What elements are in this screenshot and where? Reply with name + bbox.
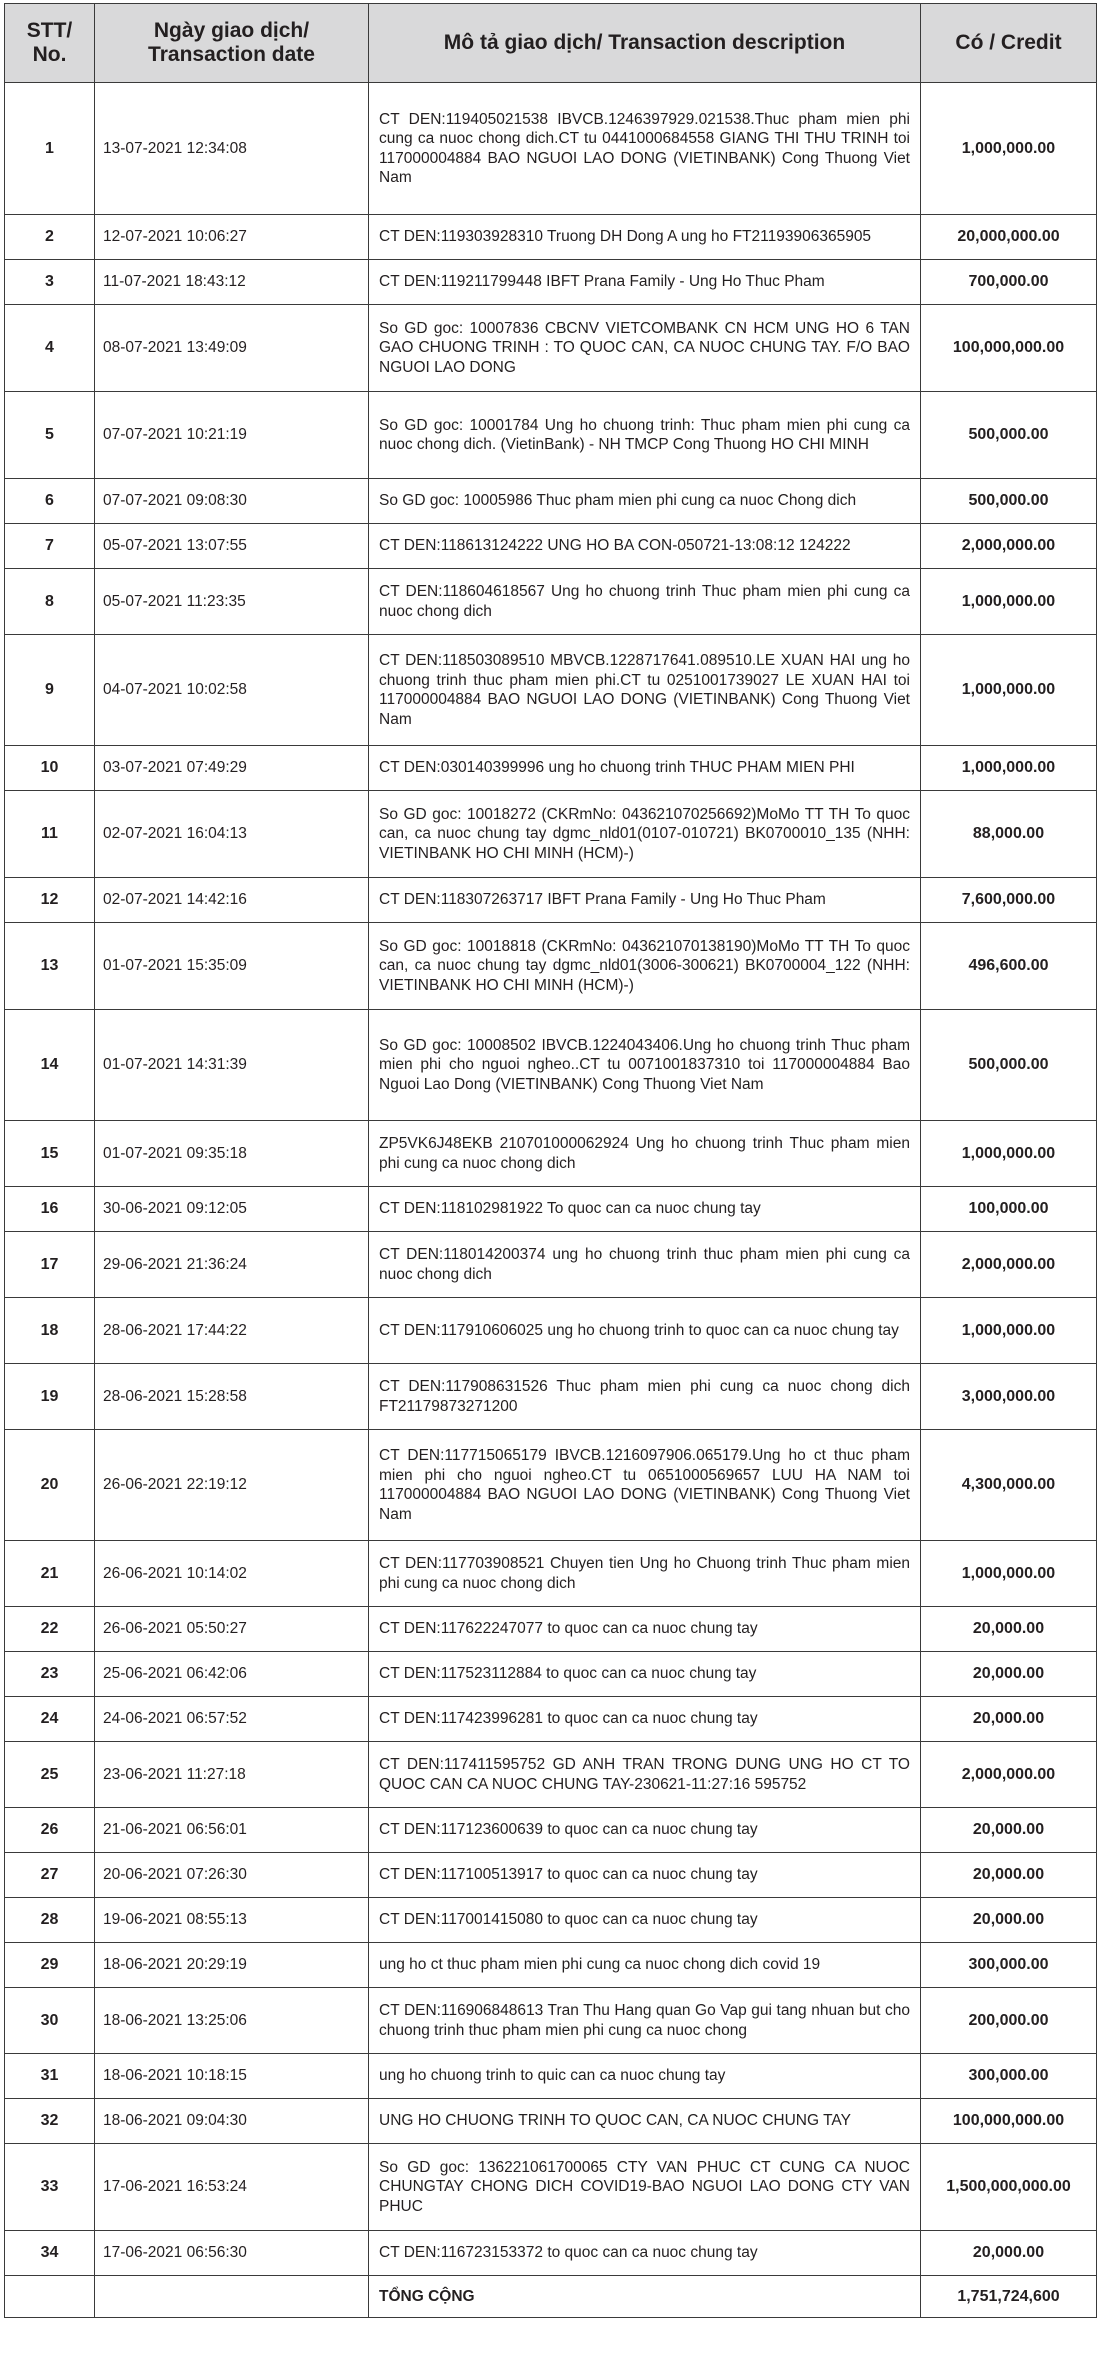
table-row xyxy=(5,1697,1097,1742)
transaction-description: CT DEN:030140399996 ung ho chuong trinh THUC PHAM MIEN PHI xyxy=(369,746,921,791)
transaction-description: So GD goc: 10007836 CBCNV VIETCOMBANK CN HCM UNG HO 6 TAN GAO CHUONG TRINH : TO QUOC CAN, CA NUOC CHUNG TAY. F/O BAO NGUOI LAO DONG xyxy=(369,305,921,392)
credit-amount: 4,300,000.00 xyxy=(921,1430,1097,1541)
transaction-date: 20-06-2021 07:26:30 xyxy=(95,1853,369,1898)
credit-amount: 100,000,000.00 xyxy=(921,2099,1097,2144)
credit-amount: 700,000.00 xyxy=(921,260,1097,305)
transaction-date: 18-06-2021 09:04:30 xyxy=(95,2099,369,2144)
transaction-date: 02-07-2021 14:42:16 xyxy=(95,878,369,923)
table-row xyxy=(5,1232,1097,1298)
transaction-date: 17-06-2021 06:56:30 xyxy=(95,2231,369,2276)
row-number: 30 xyxy=(5,1988,95,2054)
transaction-description: CT DEN:118014200374 ung ho chuong trinh thuc pham mien phi cung ca nuoc chong dich xyxy=(369,1232,921,1298)
transaction-date: 28-06-2021 17:44:22 xyxy=(95,1298,369,1364)
transaction-date: 01-07-2021 14:31:39 xyxy=(95,1010,369,1121)
credit-amount: 2,000,000.00 xyxy=(921,1232,1097,1298)
transaction-description: CT DEN:117523112884 to quoc can ca nuoc chung tay xyxy=(369,1652,921,1697)
transaction-description: CT DEN:116906848613 Tran Thu Hang quan Go Vap gui tang nhuan but cho chuong trinh thuc pham mien phi cung ca nuoc chong xyxy=(369,1988,921,2054)
row-number: 8 xyxy=(5,569,95,635)
credit-amount: 500,000.00 xyxy=(921,479,1097,524)
transaction-description: CT DEN:117423996281 to quoc can ca nuoc chung tay xyxy=(369,1697,921,1742)
table-row xyxy=(5,878,1097,923)
table-row xyxy=(5,1898,1097,1943)
transaction-description: CT DEN:119211799448 IBFT Prana Family - Ung Ho Thuc Pham xyxy=(369,260,921,305)
transaction-date: 21-06-2021 06:56:01 xyxy=(95,1808,369,1853)
row-number: 34 xyxy=(5,2231,95,2276)
transaction-date: 19-06-2021 08:55:13 xyxy=(95,1898,369,1943)
table-row xyxy=(5,305,1097,392)
table-row xyxy=(5,83,1097,215)
table-row xyxy=(5,1988,1097,2054)
table-row xyxy=(5,2054,1097,2099)
table-row xyxy=(5,1430,1097,1541)
transaction-description: CT DEN:118102981922 To quoc can ca nuoc chung tay xyxy=(369,1187,921,1232)
credit-amount: 200,000.00 xyxy=(921,1988,1097,2054)
table-row xyxy=(5,1298,1097,1364)
credit-amount: 20,000,000.00 xyxy=(921,215,1097,260)
header-credit: Có / Credit xyxy=(921,4,1097,83)
transaction-date: 26-06-2021 05:50:27 xyxy=(95,1607,369,1652)
transaction-description: CT DEN:118604618567 Ung ho chuong trinh Thuc pham mien phi cung ca nuoc chong dich xyxy=(369,569,921,635)
row-number: 9 xyxy=(5,635,95,746)
table-row xyxy=(5,1742,1097,1808)
row-number: 4 xyxy=(5,305,95,392)
transaction-date: 25-06-2021 06:42:06 xyxy=(95,1652,369,1697)
row-number: 16 xyxy=(5,1187,95,1232)
table-header-row xyxy=(5,4,1097,83)
table-row xyxy=(5,569,1097,635)
table-row xyxy=(5,524,1097,569)
total-row xyxy=(5,2276,1097,2318)
credit-amount: 1,000,000.00 xyxy=(921,1121,1097,1187)
credit-amount: 1,000,000.00 xyxy=(921,1541,1097,1607)
transaction-description: So GD goc: 10018272 (CKRmNo: 043621070256692)MoMo TT TH To quoc can, ca nuoc chung tay dgmc_nld01(0107-010721) BK0700010_135 (NHH: VIETINBANK HO CHI MINH (HCM)-) xyxy=(369,791,921,878)
total-value: 1,751,724,600 xyxy=(921,2276,1097,2318)
credit-amount: 1,000,000.00 xyxy=(921,569,1097,635)
table-row xyxy=(5,1187,1097,1232)
credit-amount: 300,000.00 xyxy=(921,1943,1097,1988)
header-stt: STT/ No. xyxy=(5,4,95,83)
credit-amount: 500,000.00 xyxy=(921,1010,1097,1121)
credit-amount: 300,000.00 xyxy=(921,2054,1097,2099)
row-number: 6 xyxy=(5,479,95,524)
transaction-date: 04-07-2021 10:02:58 xyxy=(95,635,369,746)
credit-amount: 1,000,000.00 xyxy=(921,635,1097,746)
transaction-description: ung ho ct thuc pham mien phi cung ca nuoc chong dich covid 19 xyxy=(369,1943,921,1988)
credit-amount: 20,000.00 xyxy=(921,1898,1097,1943)
table-row xyxy=(5,1943,1097,1988)
transaction-description: So GD goc: 10008502 IBVCB.1224043406.Ung ho chuong trinh Thuc pham mien phi cho nguoi ngheo..CT tu 0071001837310 toi 117000004884 Bao Nguoi Lao Dong (VIETINBANK) Cong Thuong Viet Nam xyxy=(369,1010,921,1121)
credit-amount: 88,000.00 xyxy=(921,791,1097,878)
transaction-date: 01-07-2021 09:35:18 xyxy=(95,1121,369,1187)
row-number: 28 xyxy=(5,1898,95,1943)
row-number: 13 xyxy=(5,923,95,1010)
table-row xyxy=(5,215,1097,260)
table-row xyxy=(5,260,1097,305)
table-row xyxy=(5,635,1097,746)
transaction-date: 26-06-2021 22:19:12 xyxy=(95,1430,369,1541)
credit-amount: 1,000,000.00 xyxy=(921,83,1097,215)
table-row xyxy=(5,746,1097,791)
transaction-date: 05-07-2021 13:07:55 xyxy=(95,524,369,569)
table-row xyxy=(5,923,1097,1010)
transaction-date: 08-07-2021 13:49:09 xyxy=(95,305,369,392)
table-row xyxy=(5,479,1097,524)
credit-amount: 20,000.00 xyxy=(921,1697,1097,1742)
row-number: 26 xyxy=(5,1808,95,1853)
transaction-date: 18-06-2021 10:18:15 xyxy=(95,2054,369,2099)
transaction-date: 23-06-2021 11:27:18 xyxy=(95,1742,369,1808)
credit-amount: 500,000.00 xyxy=(921,392,1097,479)
row-number: 12 xyxy=(5,878,95,923)
transaction-date: 05-07-2021 11:23:35 xyxy=(95,569,369,635)
transaction-date: 01-07-2021 15:35:09 xyxy=(95,923,369,1010)
row-number: 15 xyxy=(5,1121,95,1187)
row-number: 27 xyxy=(5,1853,95,1898)
transaction-description: CT DEN:117703908521 Chuyen tien Ung ho Chuong trinh Thuc pham mien phi cung ca nuoc chong dich xyxy=(369,1541,921,1607)
transaction-statement xyxy=(4,3,1096,2318)
transaction-description: CT DEN:117910606025 ung ho chuong trinh to quoc can ca nuoc chung tay xyxy=(369,1298,921,1364)
transaction-description: UNG HO CHUONG TRINH TO QUOC CAN, CA NUOC CHUNG TAY xyxy=(369,2099,921,2144)
table-body xyxy=(5,83,1097,2318)
row-number: 14 xyxy=(5,1010,95,1121)
transaction-date: 18-06-2021 13:25:06 xyxy=(95,1988,369,2054)
transaction-description: So GD goc: 10001784 Ung ho chuong trinh: Thuc pham mien phi cung ca nuoc chong dich. (VietinBank) - NH TMCP Cong Thuong HO CHI MINH xyxy=(369,392,921,479)
transaction-description: CT DEN:117715065179 IBVCB.1216097906.065179.Ung ho ct thuc pham mien phi cho nguoi ngheo.CT tu 0651000569657 LUU HA NAM toi 117000004884 BAO NGUOI LAO DONG (VIETINBANK) Cong Thuong Viet Nam xyxy=(369,1430,921,1541)
row-number: 5 xyxy=(5,392,95,479)
row-number: 11 xyxy=(5,791,95,878)
table-row xyxy=(5,392,1097,479)
transaction-description: CT DEN:116723153372 to quoc can ca nuoc chung tay xyxy=(369,2231,921,2276)
table-row xyxy=(5,1364,1097,1430)
transaction-description: CT DEN:118613124222 UNG HO BA CON-050721-13:08:12 124222 xyxy=(369,524,921,569)
table-row xyxy=(5,1808,1097,1853)
transaction-description: CT DEN:119405021538 IBVCB.1246397929.021538.Thuc pham mien phi cung ca nuoc chong dich.CT tu 0441000684558 GIANG THI THU TRINH toi 117000004884 BAO NGUOI LAO DONG (VIETINBANK) Cong Thuong Viet Nam xyxy=(369,83,921,215)
transaction-date: 02-07-2021 16:04:13 xyxy=(95,791,369,878)
transaction-description: CT DEN:118503089510 MBVCB.1228717641.089510.LE XUAN HAI ung ho chuong trinh thuc pham mien phi.CT tu 0251001739027 LE XUAN HAI toi 117000004884 BAO NGUOI LAO DONG (VIETINBANK) Cong Thuong Viet Nam xyxy=(369,635,921,746)
credit-amount: 20,000.00 xyxy=(921,1607,1097,1652)
credit-amount: 20,000.00 xyxy=(921,1808,1097,1853)
row-number: 25 xyxy=(5,1742,95,1808)
credit-amount: 7,600,000.00 xyxy=(921,878,1097,923)
table-row xyxy=(5,1010,1097,1121)
total-empty-cell xyxy=(95,2276,369,2318)
credit-amount: 20,000.00 xyxy=(921,1853,1097,1898)
transaction-date: 18-06-2021 20:29:19 xyxy=(95,1943,369,1988)
transaction-date: 13-07-2021 12:34:08 xyxy=(95,83,369,215)
credit-amount: 20,000.00 xyxy=(921,1652,1097,1697)
credit-amount: 496,600.00 xyxy=(921,923,1097,1010)
transaction-description: CT DEN:119303928310 Truong DH Dong A ung ho FT21193906365905 xyxy=(369,215,921,260)
transaction-description: CT DEN:118307263717 IBFT Prana Family - Ung Ho Thuc Pham xyxy=(369,878,921,923)
row-number: 33 xyxy=(5,2144,95,2231)
row-number: 21 xyxy=(5,1541,95,1607)
table-row xyxy=(5,2099,1097,2144)
row-number: 23 xyxy=(5,1652,95,1697)
credit-amount: 1,500,000,000.00 xyxy=(921,2144,1097,2231)
transaction-description: CT DEN:117908631526 Thuc pham mien phi cung ca nuoc chong dich FT21179873271200 xyxy=(369,1364,921,1430)
transaction-description: So GD goc: 10018818 (CKRmNo: 043621070138190)MoMo TT TH To quoc can, ca nuoc chung tay dgmc_nld01(3006-300621) BK0700004_122 (NHH: VIETINBANK HO CHI MINH (HCM)-) xyxy=(369,923,921,1010)
transaction-description: So GD goc: 136221061700065 CTY VAN PHUC CT CUNG CA NUOC CHUNGTAY CHONG DICH COVID19-BAO NGUOI LAO DONG CTY VAN PHUC xyxy=(369,2144,921,2231)
row-number: 3 xyxy=(5,260,95,305)
row-number: 18 xyxy=(5,1298,95,1364)
transaction-date: 17-06-2021 16:53:24 xyxy=(95,2144,369,2231)
row-number: 32 xyxy=(5,2099,95,2144)
transaction-date: 28-06-2021 15:28:58 xyxy=(95,1364,369,1430)
header-description: Mô tả giao dịch/ Transaction description xyxy=(369,4,921,83)
transaction-description: CT DEN:117001415080 to quoc can ca nuoc chung tay xyxy=(369,1898,921,1943)
transaction-table xyxy=(4,3,1097,2318)
row-number: 7 xyxy=(5,524,95,569)
transaction-description: CT DEN:117123600639 to quoc can ca nuoc chung tay xyxy=(369,1808,921,1853)
credit-amount: 2,000,000.00 xyxy=(921,524,1097,569)
transaction-date: 03-07-2021 07:49:29 xyxy=(95,746,369,791)
row-number: 19 xyxy=(5,1364,95,1430)
row-number: 10 xyxy=(5,746,95,791)
table-row xyxy=(5,1541,1097,1607)
row-number: 31 xyxy=(5,2054,95,2099)
transaction-date: 11-07-2021 18:43:12 xyxy=(95,260,369,305)
table-row xyxy=(5,1853,1097,1898)
row-number: 24 xyxy=(5,1697,95,1742)
transaction-description: CT DEN:117622247077 to quoc can ca nuoc chung tay xyxy=(369,1607,921,1652)
table-row xyxy=(5,1121,1097,1187)
row-number: 17 xyxy=(5,1232,95,1298)
transaction-description: CT DEN:117100513917 to quoc can ca nuoc chung tay xyxy=(369,1853,921,1898)
transaction-description: ung ho chuong trinh to quic can ca nuoc chung tay xyxy=(369,2054,921,2099)
credit-amount: 2,000,000.00 xyxy=(921,1742,1097,1808)
row-number: 2 xyxy=(5,215,95,260)
total-label: TỔNG CỘNG xyxy=(369,2276,921,2318)
transaction-date: 24-06-2021 06:57:52 xyxy=(95,1697,369,1742)
row-number: 22 xyxy=(5,1607,95,1652)
transaction-date: 29-06-2021 21:36:24 xyxy=(95,1232,369,1298)
transaction-date: 07-07-2021 10:21:19 xyxy=(95,392,369,479)
header-date: Ngày giao dịch/ Transaction date xyxy=(95,4,369,83)
transaction-description: ZP5VK6J48EKB 210701000062924 Ung ho chuong trinh Thuc pham mien phi cung ca nuoc chong dich xyxy=(369,1121,921,1187)
row-number: 20 xyxy=(5,1430,95,1541)
credit-amount: 3,000,000.00 xyxy=(921,1364,1097,1430)
transaction-date: 26-06-2021 10:14:02 xyxy=(95,1541,369,1607)
total-empty-cell xyxy=(5,2276,95,2318)
table-row xyxy=(5,1607,1097,1652)
credit-amount: 1,000,000.00 xyxy=(921,1298,1097,1364)
transaction-date: 30-06-2021 09:12:05 xyxy=(95,1187,369,1232)
transaction-date: 07-07-2021 09:08:30 xyxy=(95,479,369,524)
table-row xyxy=(5,2231,1097,2276)
table-row xyxy=(5,791,1097,878)
transaction-description: So GD goc: 10005986 Thuc pham mien phi cung ca nuoc Chong dich xyxy=(369,479,921,524)
credit-amount: 1,000,000.00 xyxy=(921,746,1097,791)
row-number: 29 xyxy=(5,1943,95,1988)
table-row xyxy=(5,2144,1097,2231)
transaction-description: CT DEN:117411595752 GD ANH TRAN TRONG DUNG UNG HO CT TO QUOC CAN CA NUOC CHUNG TAY-230621-11:27:16 595752 xyxy=(369,1742,921,1808)
table-row xyxy=(5,1652,1097,1697)
transaction-date: 12-07-2021 10:06:27 xyxy=(95,215,369,260)
credit-amount: 20,000.00 xyxy=(921,2231,1097,2276)
credit-amount: 100,000,000.00 xyxy=(921,305,1097,392)
credit-amount: 100,000.00 xyxy=(921,1187,1097,1232)
row-number: 1 xyxy=(5,83,95,215)
